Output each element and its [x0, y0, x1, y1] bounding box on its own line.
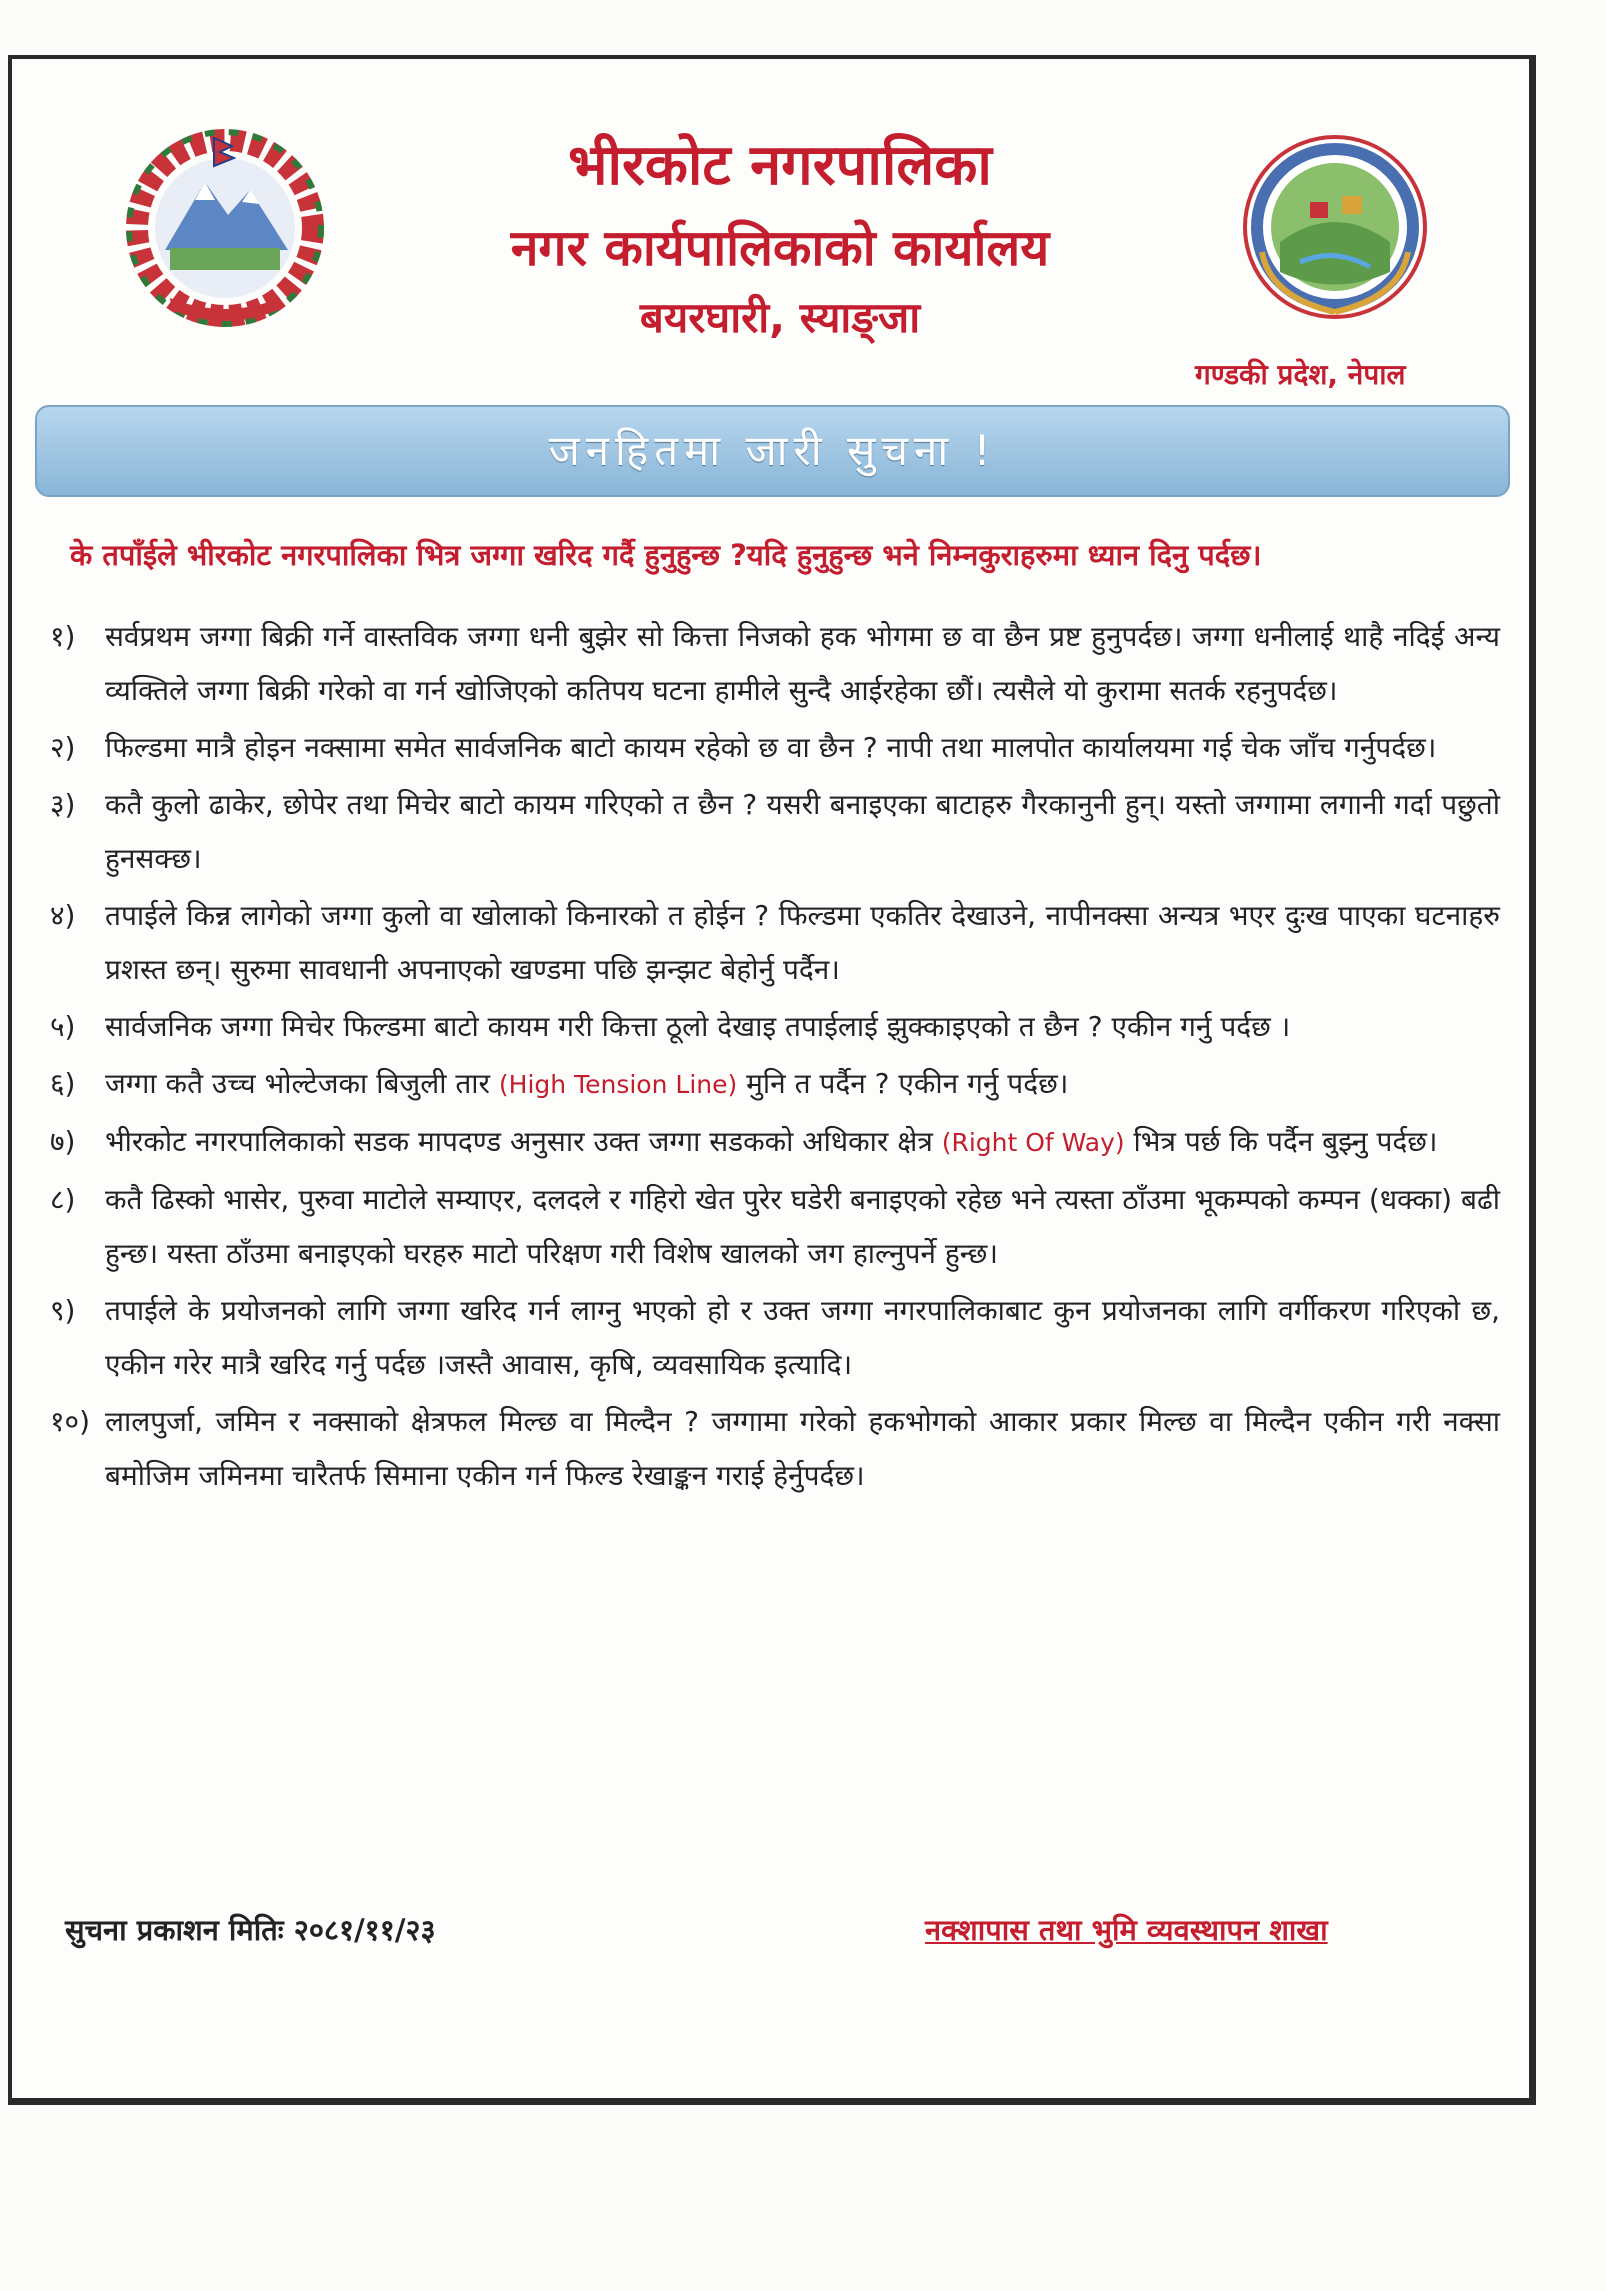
point-text: मुनि त पर्दैन ? एकीन गर्नु पर्दछ।: [737, 1067, 1069, 1100]
point-text: जग्गा कतै उच्च भोल्टेजका बिजुली तार: [105, 1067, 499, 1100]
point-number: २): [50, 731, 76, 764]
municipality-name: भीरकोट नगरपालिका: [568, 133, 992, 198]
issuing-section: नक्शापास तथा भुमि व्यवस्थापन शाखा: [925, 1913, 1328, 1947]
english-term: (High Tension Line): [498, 1070, 738, 1099]
point-number: ८): [50, 1183, 76, 1216]
point-text: भित्र पर्छ कि पर्दैन बुझ्नु पर्दछ।: [1124, 1125, 1438, 1158]
point-text: कतै कुलो ढाकेर, छोपेर तथा मिचेर बाटो कायम गरिएको त छैन ? यसरी बनाइएका बाटाहरु गैरकानुनी हुन्। यस्तो जग्गामा लगानी गर्दा पछुतो हुनसक्छ।: [105, 788, 1500, 875]
intro-question: के तपाँईले भीरकोट नगरपालिका भित्र जग्गा खरिद गर्दै हुनुहुन्छ ?यदि हुनुहुन्छ भने निम्नकुराहरुमा ध्यान दिनु पर्दछ।: [70, 538, 1262, 572]
point-number: ७): [50, 1125, 76, 1158]
point-text: सर्वप्रथम जग्गा बिक्री गर्ने वास्तविक जग्गा धनी बुझेर सो कित्ता निजको हक भोगमा छ वा छैन प्रष्ट हुनुपर्दछ। जग्गा धनीलाई थाहै नदिई अन्य व्यक्तिले जग्गा बिक्री गरेको वा गर्न खोजिएको कतिपय घटना हामीले सुन्दै आईरहेका छौं। त्यसैले यो कुरामा सतर्क रहनुपर्दछ।: [105, 620, 1500, 707]
point-number: ६): [50, 1067, 76, 1100]
point-number: ४): [50, 899, 76, 932]
notice-points-list: [50, 610, 1500, 1506]
point-number: ५): [50, 1010, 76, 1043]
office-name: नगर कार्यपालिकाको कार्यालय: [510, 219, 1050, 277]
point-text: फिल्डमा मात्रै होइन नक्सामा समेत सार्वजनिक बाटो कायम रहेको छ वा छैन ? नापी तथा मालपोत कार्यालयमा गई चेक जाँच गर्नुपर्दछ।: [105, 731, 1437, 764]
point-text: लालपुर्जा, जमिन र नक्साको क्षेत्रफल मिल्छ वा मिल्दैन ? जग्गामा गरेको हकभोगको आकार प्रकार मिल्छ वा मिल्दैन एकीन गरी नक्सा बमोजिम जमिनमा चारैतर्फ सिमाना एकीन गर्न फिल्ड रेखाङ्कन गराई हेर्नुपर्दछ।: [105, 1405, 1500, 1492]
list-item: [50, 1284, 1500, 1392]
point-number: ९): [50, 1294, 76, 1327]
point-number: १): [50, 620, 76, 653]
office-location: बयरघारी, स्याङ्जा: [639, 293, 921, 342]
point-text: तपाईले किन्न लागेको जग्गा कुलो वा खोलाको किनारको त होईन ? फिल्डमा एकतिर देखाउने, नापीनक्सा अन्यत्र भएर दुःख पाएका घटनाहरु प्रशस्त छन्। सुरुमा सावधानी अपनाएको खण्डमा पछि झन्झट बेहोर्नु पर्दैन।: [105, 899, 1500, 986]
point-number: १०): [50, 1405, 91, 1438]
list-item: [50, 778, 1500, 886]
point-number: ३): [50, 788, 76, 821]
point-text: कतै ढिस्को भासेर, पुरुवा माटोले सम्याएर, दलदले र गहिरो खेत पुरेर घडेरी बनाइएको रहेछ भने त्यस्ता ठाँउमा भूकम्पको कम्पन (धक्का) बढी हुन्छ। यस्ता ठाँउमा बनाइएको घरहरु माटो परिक्षण गरी विशेष खालको जग हाल्नुपर्ने हुन्छ।: [105, 1183, 1500, 1270]
list-item: [50, 610, 1500, 718]
banner-title: जनहितमा जारी सुचना !: [548, 426, 997, 475]
english-term: (Right Of Way): [941, 1128, 1125, 1157]
point-text: भीरकोट नगरपालिकाको सडक मापदण्ड अनुसार उक्त जग्गा सडकको अधिकार क्षेत्र: [105, 1125, 942, 1158]
province-label: गण्डकी प्रदेश, नेपाल: [1195, 358, 1406, 391]
list-item: [50, 1057, 1500, 1112]
municipality-seal-icon: [1240, 132, 1430, 322]
publication-date: सुचना प्रकाशन मितिः २०८१/११/२३: [65, 1913, 436, 1947]
list-item: [50, 1395, 1500, 1503]
notice-banner: [35, 405, 1510, 497]
point-text: तपाईले के प्रयोजनको लागि जग्गा खरिद गर्न लाग्नु भएको हो र उक्त जग्गा नगरपालिकाबाट कुन प्रयोजनका लागि वर्गीकरण गरिएको छ, एकीन गरेर मात्रै खरिद गर्नु पर्दछ ।जस्तै आवास, कृषि, व्यवसायिक इत्यादि।: [105, 1294, 1500, 1381]
list-item: [50, 1115, 1500, 1170]
list-item: [50, 889, 1500, 997]
list-item: [50, 1000, 1500, 1054]
list-item: [50, 1173, 1500, 1281]
list-item: [50, 721, 1500, 775]
point-text: सार्वजनिक जग्गा मिचेर फिल्डमा बाटो कायम गरी कित्ता ठूलो देखाइ तपाईलाई झुक्काइएको त छैन ? एकीन गर्नु पर्दछ ।: [105, 1010, 1291, 1043]
nepal-emblem-icon: [110, 120, 340, 340]
